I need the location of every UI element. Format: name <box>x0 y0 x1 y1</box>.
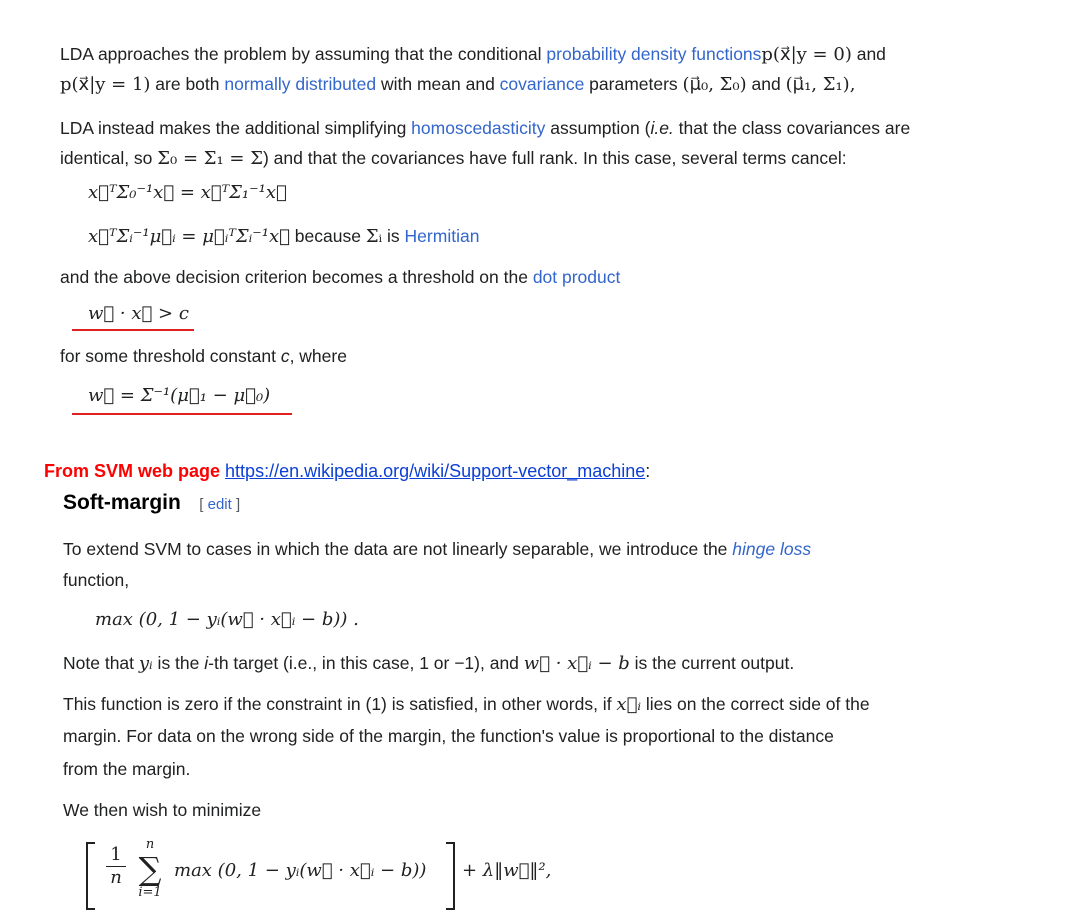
text: To extend SVM to cases in which the data are not linearly separable, we introduce the <box>63 539 733 559</box>
red-underline <box>72 329 194 331</box>
text-c: c <box>280 346 290 366</box>
math-output: w⃗ · x⃗ᵢ − b <box>523 653 630 674</box>
math-mu1-sigma1: (μ⃗₁, Σ₁), <box>785 74 856 95</box>
text: LDA instead makes the additional simplifying <box>60 118 412 138</box>
fraction <box>106 844 126 888</box>
lda-equation-4 <box>88 385 270 406</box>
section-heading: Soft-margin <box>63 491 181 514</box>
text: with mean and <box>376 74 500 94</box>
math-regularization-term: + λ‖w⃗‖², <box>462 860 552 881</box>
text: assumption ( <box>545 118 651 138</box>
math-sigma-equal: Σ₀ = Σ₁ = Σ <box>157 148 263 169</box>
lda-paragraph-2-line-1 <box>60 116 910 140</box>
fraction-numerator: 1 <box>110 844 122 865</box>
link-homoscedasticity[interactable]: homoscedasticity <box>411 118 546 138</box>
svm-equation-2 <box>86 838 606 914</box>
math-mu0-sigma0: (μ⃗₀, Σ₀) <box>682 74 747 95</box>
svm-paragraph-3-line-2 <box>63 724 834 748</box>
svm-paragraph-3-line-1 <box>63 692 870 717</box>
text: function, <box>63 570 130 590</box>
link-hinge-loss[interactable]: hinge loss <box>732 539 812 559</box>
lda-paragraph-4 <box>60 344 347 368</box>
lda-paragraph-3 <box>60 265 620 289</box>
svm-paragraph-2 <box>63 651 794 676</box>
text: Note that <box>63 653 139 673</box>
math-equation: max (0, 1 − yᵢ(w⃗ · x⃗ᵢ − b)) . <box>95 609 359 630</box>
lda-equation-1 <box>88 182 287 203</box>
math-x-i: x⃗ᵢ <box>616 694 641 715</box>
svm-source-label: From SVM web page <box>44 461 221 481</box>
text: is <box>382 226 405 246</box>
text: and the above decision criterion becomes a threshold on the <box>60 267 533 287</box>
text: because <box>289 226 366 246</box>
sum-upper-limit: n <box>145 837 155 852</box>
math-hinge-term: max (0, 1 − yᵢ(w⃗ · x⃗ᵢ − b)) <box>174 860 427 881</box>
text: parameters <box>584 74 683 94</box>
text-ie: i.e. <box>650 118 674 138</box>
lda-equation-3 <box>88 303 189 324</box>
svm-paragraph-3-line-3 <box>63 757 190 781</box>
edit-link[interactable]: edit <box>207 496 232 513</box>
math-p-x-given-y0: p(x⃗|y = 0) <box>761 44 852 65</box>
link-dot-product[interactable]: dot product <box>532 267 621 287</box>
text: and <box>746 74 786 94</box>
section-heading-row <box>63 491 240 515</box>
text: [ <box>199 496 208 513</box>
text: for some threshold constant <box>60 346 281 366</box>
text: is the <box>152 653 205 673</box>
sum-symbol: ∑ <box>138 850 162 888</box>
text: : <box>645 461 651 481</box>
math-equation: w⃗ · x⃗ > c <box>88 303 189 324</box>
svm-paragraph-1-line-2 <box>63 568 129 592</box>
left-bracket <box>86 842 95 910</box>
math-sigma-i: Σᵢ <box>365 226 383 247</box>
edit-link-wrapper <box>199 496 240 513</box>
sum-lower-limit: i=1 <box>138 885 162 900</box>
math-equation: x⃗ᵀΣ₀⁻¹x⃗ = x⃗ᵀΣ₁⁻¹x⃗ <box>88 182 287 203</box>
text: margin. For data on the wrong side of the margin, the function's value is proportional to the distance <box>63 726 834 746</box>
link-covariance[interactable]: covariance <box>499 74 585 94</box>
text: This function is zero if the constraint in (1) is satisfied, in other words, if <box>63 694 617 714</box>
summation <box>132 838 168 900</box>
lda-paragraph-1-line-2 <box>60 72 855 97</box>
text: are both <box>150 74 225 94</box>
text-i: i <box>204 653 209 673</box>
text: We then wish to minimize <box>63 800 262 820</box>
text: is the current output. <box>629 653 795 673</box>
link-normally-distributed[interactable]: normally distributed <box>224 74 377 94</box>
math-p-x-given-y1: p(x⃗|y = 1) <box>60 74 151 95</box>
text: identical, so <box>60 148 158 168</box>
text: LDA approaches the problem by assuming that the conditional <box>60 44 547 64</box>
lda-paragraph-2-line-2 <box>60 146 847 171</box>
link-probability-density-functions[interactable]: probability density functions <box>546 44 762 64</box>
text: ) and that the covariances have full rank. In this case, several terms cancel: <box>262 148 847 168</box>
text: ] <box>231 496 241 513</box>
text: lies on the correct side of the <box>641 694 870 714</box>
math-equation: w⃗ = Σ⁻¹(μ⃗₁ − μ⃗₀) <box>88 385 271 406</box>
text: -th target (i.e., in this case, 1 or −1), and <box>208 653 524 673</box>
svm-source-line <box>44 461 650 482</box>
red-underline <box>72 413 292 415</box>
text: and <box>851 44 886 64</box>
fraction-denominator: n <box>110 867 122 888</box>
lda-paragraph-1-line-1 <box>60 42 886 67</box>
math-equation: x⃗ᵀΣᵢ⁻¹μ⃗ᵢ = μ⃗ᵢᵀΣᵢ⁻¹x⃗ <box>88 226 290 247</box>
right-bracket <box>446 842 455 910</box>
svm-equation-1 <box>95 609 359 630</box>
svm-paragraph-4 <box>63 798 261 822</box>
svm-paragraph-1-line-1 <box>63 537 811 561</box>
lda-equation-2 <box>88 224 479 249</box>
text: , where <box>289 346 347 366</box>
svm-source-link[interactable]: https://en.wikipedia.org/wiki/Support-vector_machine <box>225 461 646 481</box>
math-y-i: yᵢ <box>138 653 153 674</box>
text: that the class covariances are <box>673 118 911 138</box>
link-hermitian[interactable]: Hermitian <box>404 226 480 246</box>
text: from the margin. <box>63 759 191 779</box>
